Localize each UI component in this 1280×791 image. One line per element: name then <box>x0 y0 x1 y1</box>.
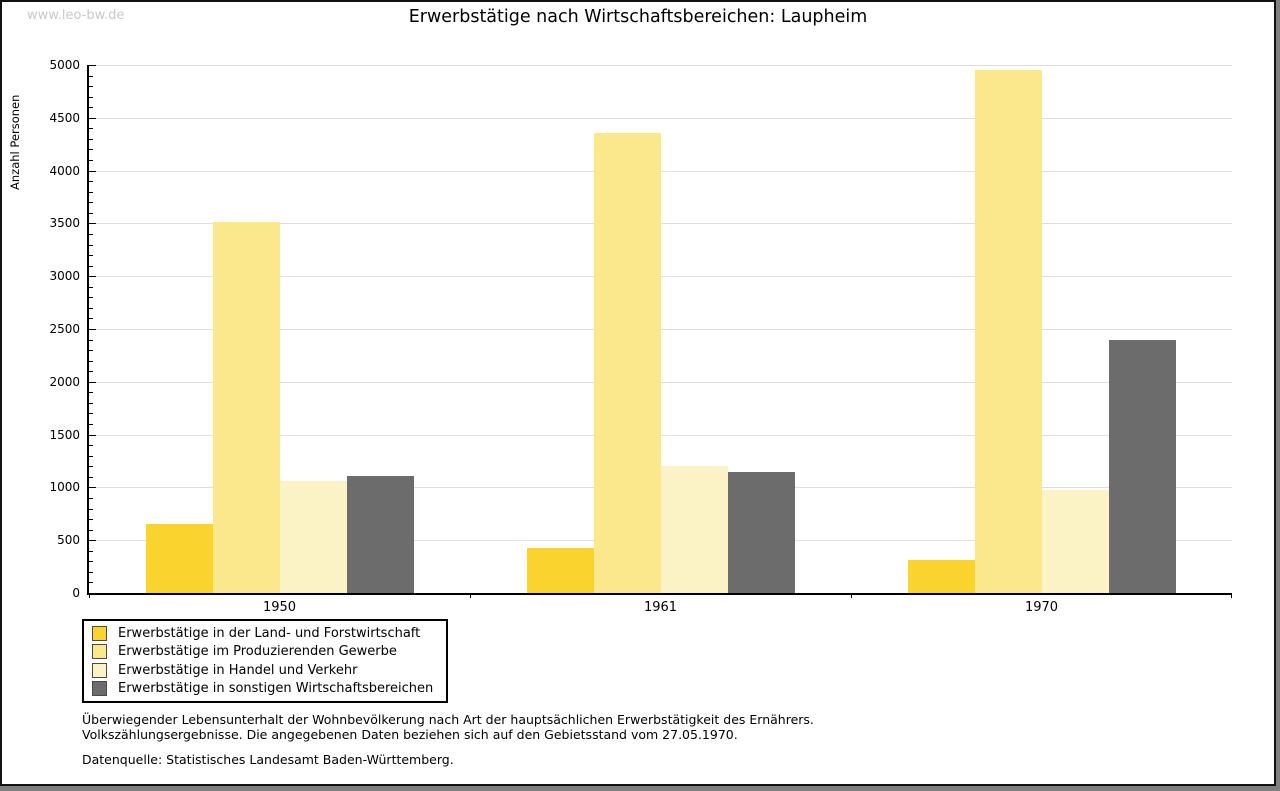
bar <box>594 133 661 593</box>
y-tick-major <box>89 435 96 436</box>
legend-swatch <box>92 626 107 641</box>
y-tick-label: 500 <box>57 533 80 548</box>
datasource-line: Datenquelle: Statistisches Landesamt Baden-Württemberg. <box>82 752 454 767</box>
x-tick <box>89 593 90 598</box>
y-tick-minor <box>89 202 93 203</box>
x-category-label: 1950 <box>262 600 297 615</box>
legend-row <box>92 681 446 696</box>
bar <box>728 472 795 593</box>
y-tick-minor <box>89 413 93 414</box>
legend-label: Erwerbstätige in der Land- und Forstwirtschaft <box>118 625 421 641</box>
y-tick-label: 2000 <box>49 374 80 389</box>
y-tick-minor <box>89 318 93 319</box>
y-tick-label: 4500 <box>49 110 80 125</box>
bar <box>1109 340 1176 593</box>
x-tick <box>1231 593 1232 598</box>
y-tick-minor <box>89 530 93 531</box>
y-tick-minor <box>89 139 93 140</box>
footnote-line-2: Volkszählungsergebnisse. Die angegebenen Daten beziehen sich auf den Gebietsstand vom 27.05.1970. <box>82 727 738 742</box>
gridline <box>89 118 1232 119</box>
y-tick-minor <box>89 181 93 182</box>
chart-title: Erwerbstätige nach Wirtschaftsbereichen: Laupheim <box>408 7 868 27</box>
footnotes <box>82 712 814 767</box>
y-tick-major <box>89 487 96 488</box>
bar <box>527 548 594 593</box>
gridline <box>89 171 1232 172</box>
y-tick-label: 2500 <box>49 322 80 336</box>
gridline <box>89 65 1232 66</box>
legend-row <box>92 663 446 678</box>
y-tick-label: 3000 <box>49 269 80 284</box>
y-tick-minor <box>89 582 93 583</box>
y-tick-minor <box>89 308 93 309</box>
bar <box>347 476 414 593</box>
bar <box>975 70 1042 593</box>
legend-label: Erwerbstätige in Handel und Verkehr <box>118 662 358 678</box>
y-tick-minor <box>89 340 93 341</box>
y-tick-minor <box>89 561 93 562</box>
x-tick <box>851 593 852 598</box>
y-tick-minor <box>89 213 93 214</box>
y-tick-label: 1500 <box>49 427 80 442</box>
y-tick-label: 4000 <box>49 163 80 178</box>
y-tick-label: 1000 <box>49 480 80 495</box>
y-tick-minor <box>89 287 93 288</box>
y-tick-minor <box>89 572 93 573</box>
bar <box>1042 490 1109 593</box>
legend-swatch <box>92 644 107 659</box>
y-tick-minor <box>89 245 93 246</box>
y-tick-minor <box>89 361 93 362</box>
y-tick-minor <box>89 128 93 129</box>
y-tick-minor <box>89 445 93 446</box>
y-tick-major <box>89 223 96 224</box>
legend-row <box>92 626 446 641</box>
y-tick-minor <box>89 509 93 510</box>
y-tick-minor <box>89 86 93 87</box>
x-category-label: 1970 <box>1024 600 1059 615</box>
y-tick-minor <box>89 403 93 404</box>
footnote-line-1: Überwiegender Lebensunterhalt der Wohnbevölkerung nach Art der hauptsächlichen Erwerbstätigkeit des Ernährers. <box>82 712 814 727</box>
y-tick-minor <box>89 97 93 98</box>
legend-row <box>92 644 446 659</box>
y-tick-major <box>89 382 96 383</box>
y-tick-minor <box>89 234 93 235</box>
y-tick-minor <box>89 350 93 351</box>
x-tick <box>470 593 471 598</box>
watermark: www.leo-bw.de <box>27 8 125 23</box>
y-tick-major <box>89 540 96 541</box>
y-tick-label: 5000 <box>49 58 80 72</box>
y-tick-minor <box>89 392 93 393</box>
y-tick-major <box>89 276 96 277</box>
y-tick-minor <box>89 297 93 298</box>
y-tick-label: 3500 <box>49 216 80 231</box>
legend-label: Erwerbstätige im Produzierenden Gewerbe <box>118 644 397 660</box>
y-tick-major <box>89 171 96 172</box>
y-tick-major <box>89 65 96 66</box>
legend-swatch <box>92 663 107 678</box>
y-tick-minor <box>89 466 93 467</box>
bar <box>146 524 213 593</box>
y-tick-minor <box>89 266 93 267</box>
y-axis-label: Anzahl Personen <box>8 94 22 190</box>
y-tick-major <box>89 118 96 119</box>
y-tick-minor <box>89 519 93 520</box>
y-tick-minor <box>89 160 93 161</box>
y-tick-minor <box>89 192 93 193</box>
y-tick-minor <box>89 498 93 499</box>
plot-area <box>49 58 1232 615</box>
bar <box>213 222 280 593</box>
x-category-label: 1961 <box>643 600 678 615</box>
y-tick-minor <box>89 76 93 77</box>
legend <box>82 619 448 703</box>
y-tick-minor <box>89 551 93 552</box>
y-tick-minor <box>89 107 93 108</box>
bar <box>661 466 728 593</box>
legend-swatch <box>92 681 107 696</box>
bar <box>908 560 975 593</box>
y-tick-minor <box>89 477 93 478</box>
legend-label: Erwerbstätige in sonstigen Wirtschaftsbereichen <box>118 681 434 697</box>
bar <box>280 481 347 593</box>
y-tick-minor <box>89 149 93 150</box>
y-tick-label: 0 <box>72 586 80 600</box>
y-tick-minor <box>89 371 93 372</box>
y-tick-major <box>89 329 96 330</box>
y-tick-minor <box>89 424 93 425</box>
y-tick-minor <box>89 456 93 457</box>
y-tick-minor <box>89 255 93 256</box>
